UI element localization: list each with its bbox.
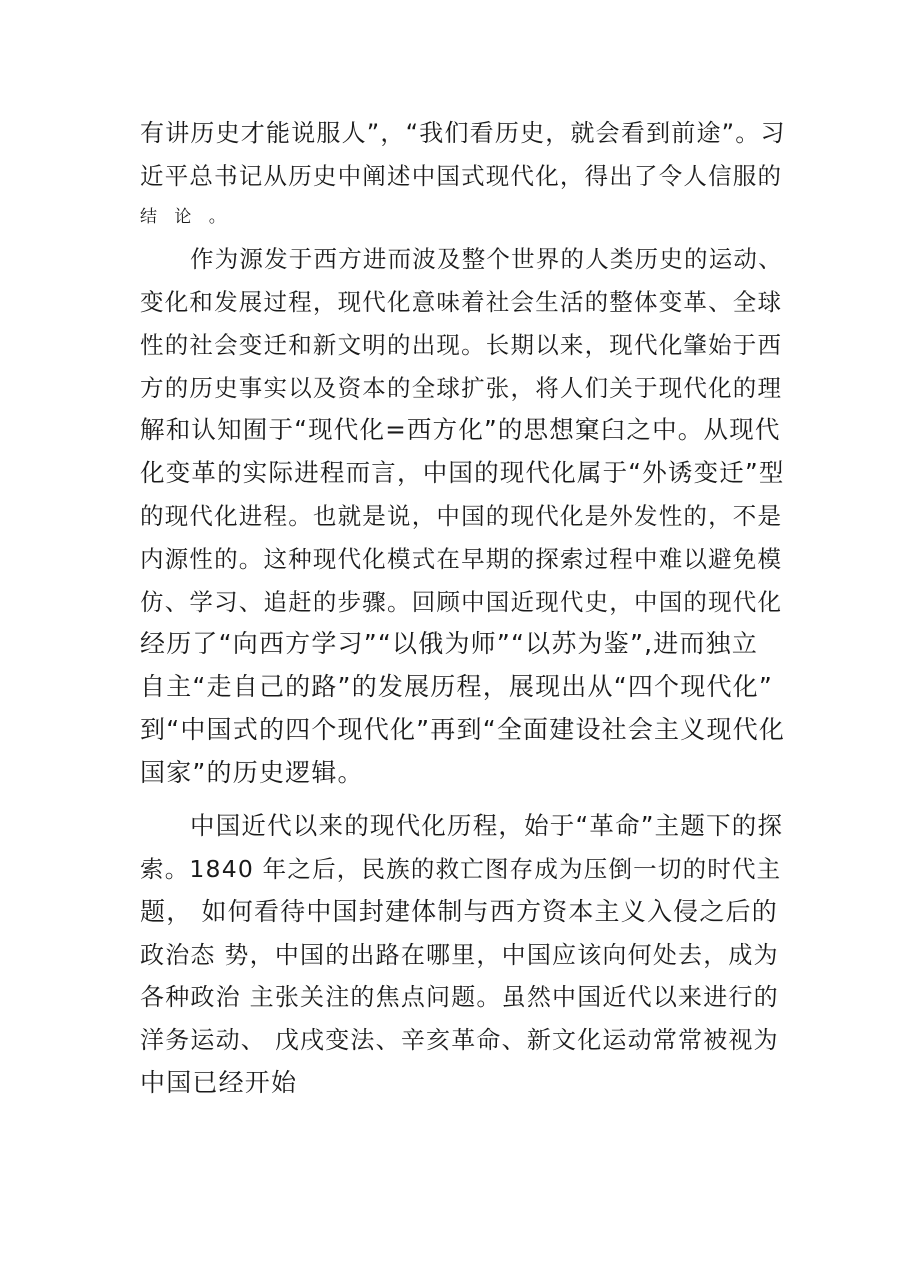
paragraph-1-line: 有讲历史才能说服人”，“我们看历史，就会看到前途”。习 [140, 119, 786, 147]
paragraph-3-line: 各种政治 主张关注的焦点问题。虽然中国近代以来进行的 [140, 983, 779, 1011]
paragraph-2-line: 国家”的历史逻辑。 [140, 758, 364, 787]
paragraph-3-line: 题， 如何看待中国封建体制与西方资本主义入侵之后的 [140, 897, 778, 926]
paragraph-3-line: 索。1840 年之后，民族的救亡图存成为压倒一切的时代主 [140, 855, 782, 883]
paragraph-2-line: 作为源发于西方进而波及整个世界的人类历史的运动、 [190, 245, 783, 273]
paragraph-2-line: 方的历史事实以及资本的全球扩张，将人们关于现代化的理 [140, 374, 783, 402]
paragraph-2-line: 自主“走自己的路”的发展历程，展现出从“四个现代化” [140, 672, 774, 701]
paragraph-1-line: 结 论 。 [140, 207, 232, 227]
paragraph-2-line: 经历了“向西方学习”“以俄为师”“以苏为鉴”,进而独立 [140, 629, 759, 658]
paragraph-2-line: 变化和发展过程，现代化意味着社会生活的整体变革、全球 [140, 288, 783, 316]
paragraph-3-line: 政治态 势，中国的出路在哪里，中国应该向何处去，成为 [140, 941, 779, 969]
paragraph-1-line: 近平总书记从历史中阐述中国式现代化，得出了令人信服的 [140, 162, 783, 190]
paragraph-3-line: 中国近代以来的现代化历程，始于“革命”主题下的探 [190, 811, 784, 840]
paragraph-2-line: 到“中国式的四个现代化”再到“全面建设社会主义现代化 [140, 715, 786, 744]
paragraph-2-line: 的现代化进程。也就是说，中国的现代化是外发性的，不是 [140, 502, 783, 530]
paragraph-2-line: 化变革的实际进程而言，中国的现代化属于“外诱变迁”型 [140, 458, 785, 487]
paragraph-2-line: 性的社会变迁和新文明的出现。长期以来，现代化肇始于西 [140, 331, 783, 359]
paragraph-2-line: 内源性的。这种现代化模式在早期的探索过程中难以避免模 [140, 545, 783, 573]
paragraph-2-line: 解和认知囿于“现代化=西方化”的思想窠臼之中。从现代 [140, 415, 781, 444]
paragraph-3-line: 中国已经开始 [140, 1068, 298, 1097]
paragraph-2-line: 仿、学习、追赶的步骤。回顾中国近现代史，中国的现代化 [140, 588, 783, 616]
paragraph-3-line: 洋务运动、 戊戌变法、辛亥革命、新文化运动常常被视为 [140, 1026, 779, 1054]
